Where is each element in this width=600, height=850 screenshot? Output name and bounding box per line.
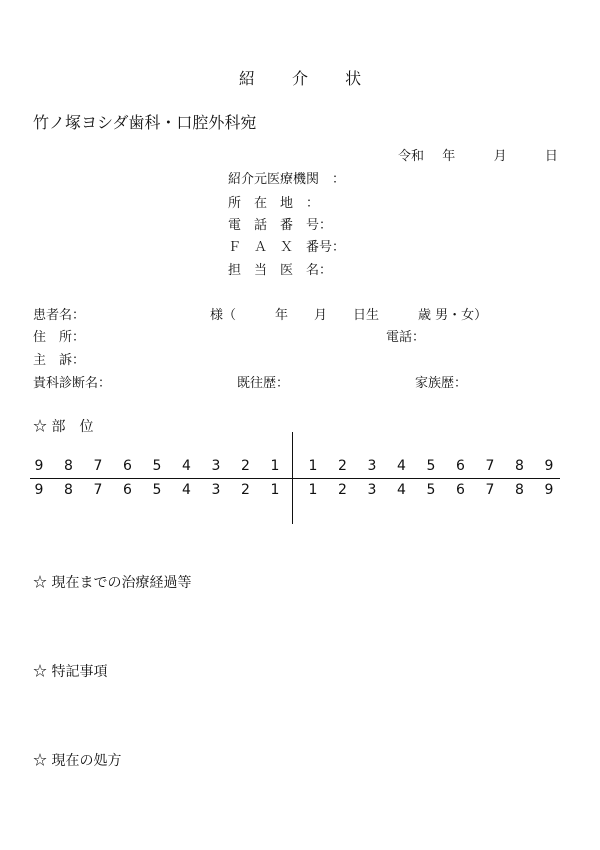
document-title: 紹 介 状 xyxy=(238,69,378,88)
upper-left-tooth-5: 5 xyxy=(152,458,162,474)
patient-name-label: 患者名： xyxy=(33,308,86,323)
lower-right-tooth-4: 4 xyxy=(397,482,406,498)
section-prescription: ☆ 現在の処方 xyxy=(33,753,122,769)
lower-right-tooth-6: 6 xyxy=(456,482,465,498)
lower-right-tooth-2: 2 xyxy=(338,482,347,498)
upper-left-tooth-6: 6 xyxy=(123,458,132,474)
upper-left-tooth-9: 9 xyxy=(34,458,44,474)
lower-left-tooth-2: 2 xyxy=(241,482,250,498)
lower-left-tooth-8: 8 xyxy=(64,482,73,498)
upper-left-tooth-4: 4 xyxy=(182,458,191,474)
upper-left-tooth-2: 2 xyxy=(241,458,250,474)
addressee: 竹ノ塚ヨシダ歯科・口腔外科宛 xyxy=(33,113,257,132)
lower-right-tooth-7: 7 xyxy=(485,482,495,498)
upper-right-tooth-6: 6 xyxy=(456,458,465,474)
lower-right-tooth-8: 8 xyxy=(515,482,524,498)
lower-left-tooth-6: 6 xyxy=(123,482,132,498)
dental-chart-vertical-line xyxy=(292,432,293,524)
referrer-address-label: 所 在 地 ： xyxy=(228,196,320,211)
lower-left-tooth-4: 4 xyxy=(182,482,191,498)
upper-right-tooth-9: 9 xyxy=(544,458,554,474)
section-notes: ☆ 特記事項 xyxy=(33,664,108,680)
date-day: 日 xyxy=(544,149,558,164)
upper-right-tooth-7: 7 xyxy=(485,458,495,474)
upper-right-tooth-3: 3 xyxy=(367,458,377,474)
complaint-label: 主 訴： xyxy=(33,353,86,368)
date-era: 令和 xyxy=(398,149,425,164)
date-year: 年 xyxy=(442,149,456,164)
upper-left-tooth-3: 3 xyxy=(211,458,221,474)
date-month: 月 xyxy=(493,149,507,164)
lower-left-tooth-9: 9 xyxy=(34,482,44,498)
patient-phone-label: 電話： xyxy=(386,330,426,345)
upper-right-tooth-1: 1 xyxy=(308,458,318,474)
date-line xyxy=(398,145,558,164)
section-site: ☆ 部 位 xyxy=(33,419,94,435)
upper-left-tooth-7: 7 xyxy=(93,458,103,474)
lower-right-tooth-1: 1 xyxy=(308,482,318,498)
upper-right-tooth-4: 4 xyxy=(397,458,406,474)
upper-right-tooth-8: 8 xyxy=(515,458,524,474)
diagnosis-label: 貴科診断名： xyxy=(33,376,112,391)
dental-chart-horizontal-line xyxy=(30,478,560,479)
lower-left-tooth-1: 1 xyxy=(270,482,280,498)
lower-left-tooth-3: 3 xyxy=(211,482,221,498)
family-history-label: 家族歴： xyxy=(415,376,468,391)
upper-right-tooth-5: 5 xyxy=(426,458,436,474)
lower-right-tooth-5: 5 xyxy=(426,482,436,498)
referrer-fax-label: Ｆ Ａ Ｘ 番号： xyxy=(228,240,346,255)
referrer-doctor-label: 担 当 医 名： xyxy=(228,263,333,278)
patient-birth-line: 様（ 年 月 日生 歳 男・女） xyxy=(210,308,488,323)
section-treatment: ☆ 現在までの治療経過等 xyxy=(33,575,192,591)
referrer-institution-label: 紹介元医療機関 ： xyxy=(228,172,346,187)
medical-history-label: 既往歴： xyxy=(237,376,290,391)
lower-left-tooth-7: 7 xyxy=(93,482,103,498)
lower-right-tooth-9: 9 xyxy=(544,482,554,498)
referrer-phone-label: 電 話 番 号： xyxy=(228,218,333,233)
upper-left-tooth-8: 8 xyxy=(64,458,73,474)
upper-left-tooth-1: 1 xyxy=(270,458,280,474)
lower-right-tooth-3: 3 xyxy=(367,482,377,498)
patient-address-label: 住 所： xyxy=(33,330,86,345)
upper-right-tooth-2: 2 xyxy=(338,458,347,474)
lower-left-tooth-5: 5 xyxy=(152,482,162,498)
